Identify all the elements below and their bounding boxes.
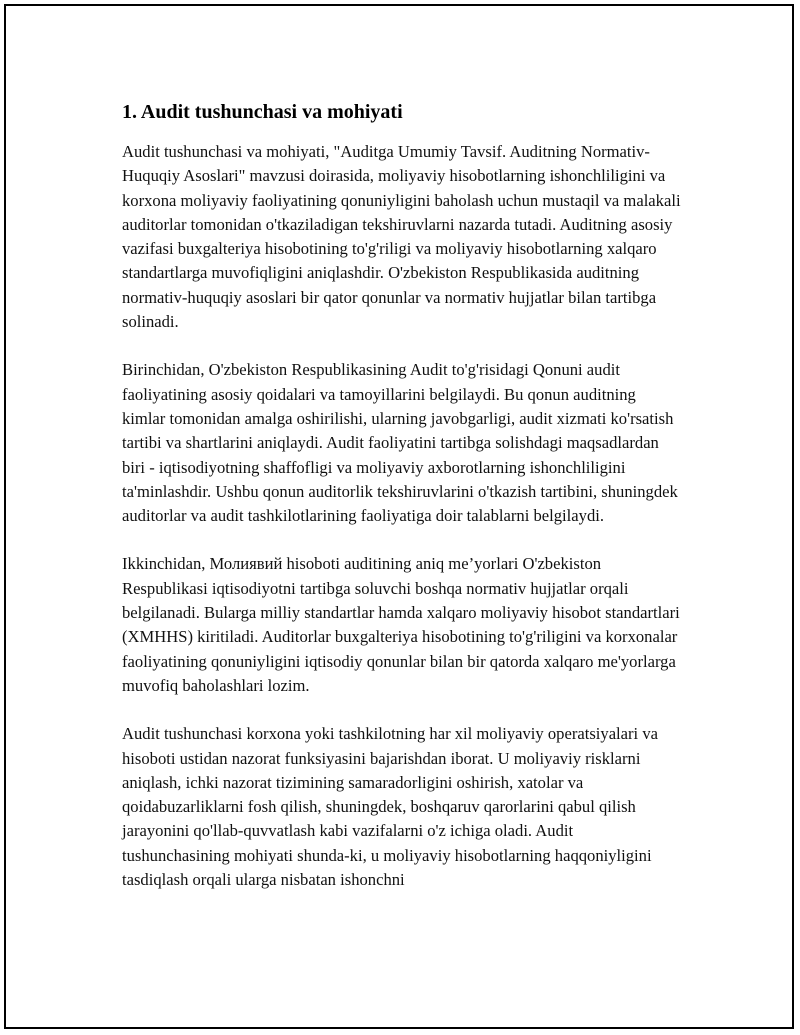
paragraph-4: Audit tushunchasi korxona yoki tashkilotning har xil moliyaviy operatsiyalari va hisoboti ustidan nazorat funksiyasini bajarishdan iborat. U moliyaviy risklarni aniqlash, ichki nazorat tizimining samaradorligini oshirish, xatolar va qoidabuzarliklarni fosh qilish, shuningdek, boshqaruv qarorlarini qabul qilish jarayonini qo'llab-quvvatlash kabi vazifalarni o'z ichiga oladi. Audit tushunchasining mohiyati shunda-ki, u moliyaviy hisobotlarning haqqoniyligini tasdiqlash orqali ularga nisbatan ishonchni — [122, 724, 658, 890]
document-body — [122, 98, 682, 916]
paragraph-3: Ikkinchidan, Молиявий hisoboti auditining aniq me’yorlari O'zbekiston Respublikasi iqtisodiyotni tartibga soluvchi boshqa normativ hujjatlar orqali belgilanadi. Bularga milliy standartlar hamda xalqaro moliyaviy hisobot standartlari (XMHHS) kiritiladi. Auditorlar buxgalteriya hisobotining to'g'riligini va korxonalar faoliyatining qonuniyligini iqtisodiy qonunlar bilan bir qatorda xalqaro me'yorlarga muvofiq baholashlari lozim. — [122, 554, 680, 695]
page-frame — [4, 4, 794, 1029]
paragraph-2: Birinchidan, O'zbekiston Respublikasining Audit to'g'risidagi Qonuni audit faoliyatining asosiy qoidalari va tamoyillarini belgilaydi. Bu qonun auditning kimlar tomonidan amalga oshirilishi, ularning javobgarligi, audit xizmati ko'rsatish tartibi va shartlarini aniqlaydi. Audit faoliyatini tartibga solishdagi maqsadlardan biri - iqtisodiyotning shaffofligi va moliyaviy axborotlarning ishonchliligini ta'minlashdir. Ushbu qonun auditorlik tekshiruvlarini o'tkazish tartibini, shuningdek auditorlar va audit tashkilotlarining faoliyatiga doir talablarni belgilaydi. — [122, 360, 678, 526]
paragraph-1: Audit tushunchasi va mohiyati, "Auditga Umumiy Tavsif. Auditning Normativ-Huquqiy Asoslari" mavzusi doirasida, moliyaviy hisobotlarning ishonchliligini va korxona moliyaviy faoliyatining qonuniyligini baholash uchun mustaqil va malakali auditorlar tomonidan o'tkaziladigan tekshiruvlarni nazarda tutadi. Auditning asosiy vazifasi buxgalteriya hisobotining to'g'riligi va moliyaviy hisobotlarning xalqaro standartlarga muvofiqligini aniqlashdir. O'zbekiston Respublikasida auditning normativ-huquqiy asoslari bir qator qonunlar va normativ hujjatlar bilan tartibga solinadi. — [122, 142, 681, 332]
section-heading: 1. Audit tushunchasi va mohiyati — [122, 101, 403, 123]
